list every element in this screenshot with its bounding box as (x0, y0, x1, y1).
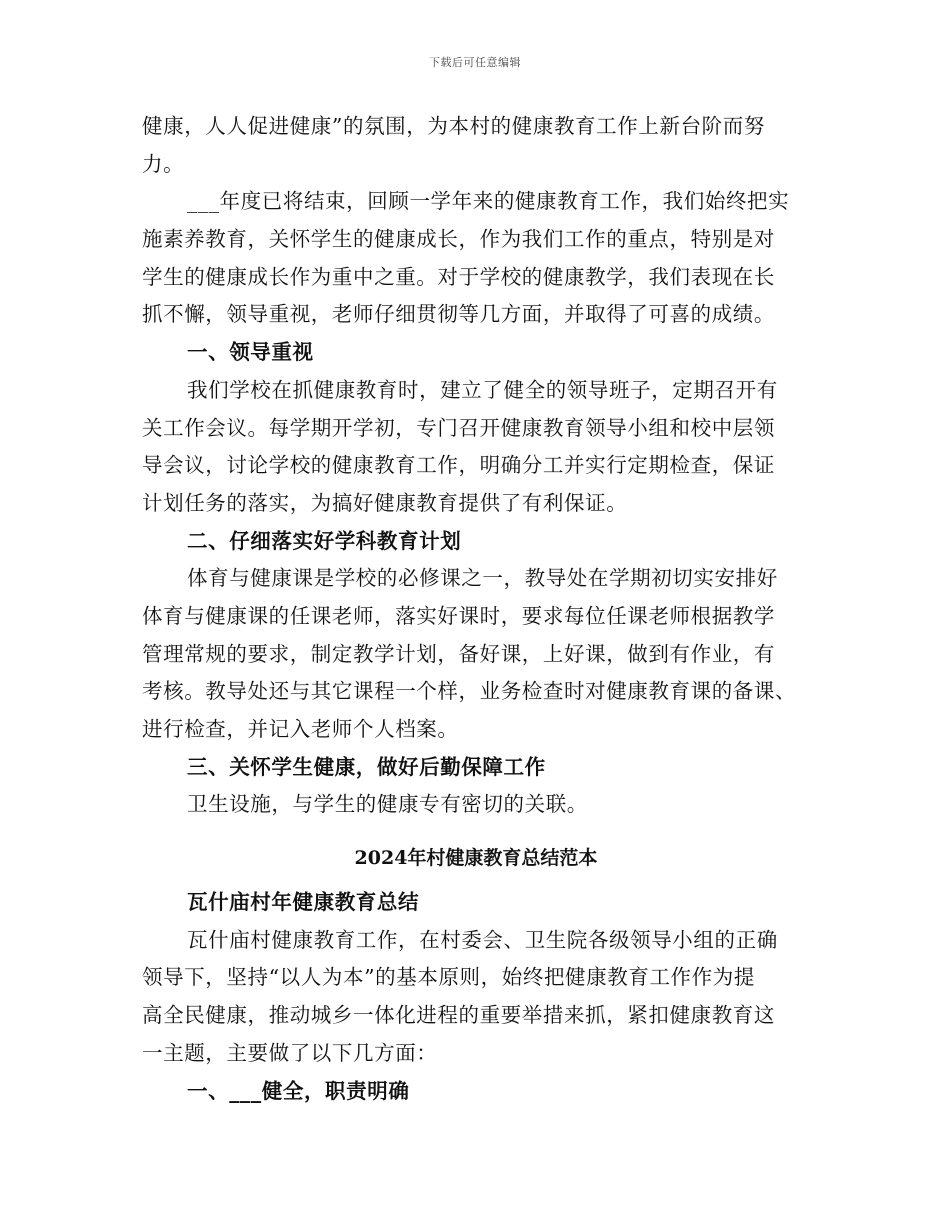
paragraph-line: 关工作会议。每学期开学初，专门召开健康教育领导小组和校中层领 (142, 415, 775, 440)
paragraph-line: 体育与健康课是学校的必修课之一，教导处在学期初切实安排好 (187, 566, 778, 591)
paragraph-line: 高全民健康，推动城乡一体化进程的重要举措来抓，紧扣健康教育这 (142, 1003, 775, 1028)
paragraph-line: 领导下，坚持“以人为本”的基本原则，始终把健康教育工作作为提 (142, 965, 755, 990)
paragraph-line: 施素养教育，关怀学生的健康成长，作为我们工作的重点，特别是对 (142, 227, 775, 252)
paragraph-line: 抓不懈，领导重视，老师仔细贯彻等几方面，并取得了可喜的成绩。 (142, 302, 775, 327)
paragraph-line: 卫生设施，与学生的健康专有密切的关联。 (187, 792, 588, 817)
section-heading: 一、___健全，职责明确 (187, 1078, 410, 1103)
document-subtitle: 瓦什庙村年健康教育总结 (187, 890, 420, 915)
paragraph-line: 进行检查，并记入老师个人档案。 (142, 717, 459, 741)
paragraph-line: 体育与健康课的任课老师，落实好课时，要求每位任课老师根据教学 (142, 603, 775, 628)
paragraph-line: 一主题，主要做了以下几方面： (142, 1040, 438, 1065)
section-heading: 二、仔细落实好学科教育计划 (187, 528, 462, 553)
paragraph-line: 健康，人人促进健康”的氛围，为本村的健康教育工作上新台阶而努 (142, 114, 765, 138)
paragraph-line: 管理常规的要求，制定教学计划，备好课，上好课，做到有作业，有 (142, 641, 775, 666)
paragraph-line: 学生的健康成长作为重中之重。对于学校的健康教学，我们表现在长 (142, 264, 775, 289)
paragraph-line: 计划任务的落实，为搞好健康教育提供了有利保证。 (142, 490, 628, 515)
section-heading: 一、领导重视 (187, 340, 314, 365)
page-header: 下载后可任意编辑 (429, 56, 521, 69)
paragraph-line: 力。 (142, 151, 185, 176)
section-heading: 三、关怀学生健康，做好后勤保障工作 (187, 754, 546, 779)
document-body (142, 108, 810, 1110)
paragraph-line: 瓦什庙村健康教育工作，在村委会、卫生院各级领导小组的正确 (187, 927, 778, 952)
paragraph-line: 导会议，讨论学校的健康教育工作，明确分工并实行定期检查，保证 (142, 453, 775, 478)
paragraph-line: 考核。教导处还与其它课程一个样，业务检查时对健康教育课的备课、 (142, 679, 797, 704)
paragraph-line: 我们学校在抓健康教育时，建立了健全的领导班子，定期召开有 (187, 377, 778, 402)
document-title: 2024年村健康教育总结范本 (354, 847, 598, 870)
paragraph-line: ___年度已将结束，回顾一学年来的健康教育工作，我们始终把实 (187, 189, 790, 214)
